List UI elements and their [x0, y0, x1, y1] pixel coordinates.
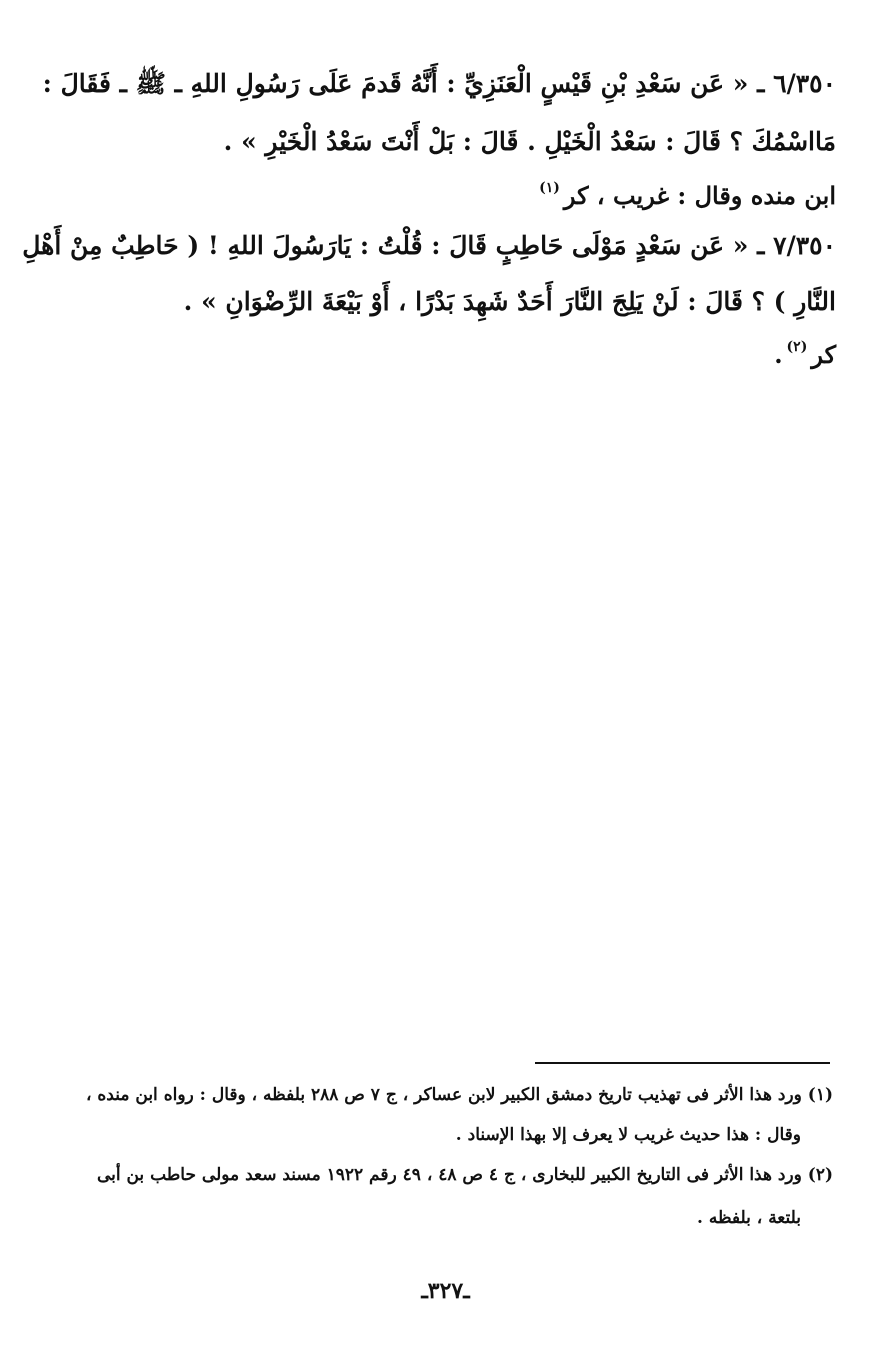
source-end: .	[774, 340, 783, 369]
footnote-ref-1: (١)	[539, 180, 560, 196]
hadith-2-line-2: النَّارِ ) ؟ قَالَ : لَنْ يَلِجَ النَّارَ أَحَدٌ شَهِدَ بَدْرًا ، أَوْ بَيْعَةَ الرِّضْوَانِ » .	[183, 287, 836, 316]
hadith-1-source	[56, 176, 836, 220]
footnote-2-line-1: (٢) ورد هذا الأثر فى التاريخ الكبير للبخارى ، ج ٤ ص ٤٨ ، ٤٩ رقم ١٩٢٢ مسند سعد مولى حاطب بن أبى	[96, 1165, 833, 1185]
hadith-2-line-1: ٧/٣٥٠ ـ « عَن سَعْدٍ مَوْلَى حَاطِبٍ قَالَ : قُلْتُ : يَارَسُولَ اللهِ ! ( حَاطِبٌ مِنْ أَهْلِ	[22, 231, 836, 260]
footnote-divider	[535, 1062, 830, 1064]
source-text: كر	[811, 340, 836, 369]
hadith-1-line-1: ٦/٣٥٠ ـ « عَن سَعْدِ بْنِ قَيْسٍ الْعَنَزِيِّ : أَنَّهُ قَدمَ عَلَى رَسُولِ اللهِ ـ ﷺ ـ فَقَالَ :	[42, 69, 836, 98]
footnote-1-line-2: وقال : هذا حديث غريب لا يعرف إلا بهذا الإسناد .	[455, 1125, 801, 1145]
source-text: ابن منده وقال : غريب ، كر	[563, 181, 836, 210]
page-number: ـ٣٢٧ـ	[421, 1278, 470, 1304]
hadith-1-line-2: مَااسْمُكَ ؟ قَالَ : سَعْدُ الْخَيْلِ . قَالَ : بَلْ أَنْتَ سَعْدُ الْخَيْرِ » .	[223, 127, 836, 156]
hadith-2-source	[56, 335, 836, 379]
footnote-ref-2: (٢)	[786, 339, 808, 355]
footnote-1-line-1: (١) ورد هذا الأثر فى تهذيب تاريخ دمشق الكبير لابن عساكر ، ج ٧ ص ٢٨٨ بلفظه ، وقال : رواه ابن منده ،	[85, 1085, 833, 1105]
footnote-2-line-2: بلتعة ، بلفظه .	[697, 1208, 801, 1228]
